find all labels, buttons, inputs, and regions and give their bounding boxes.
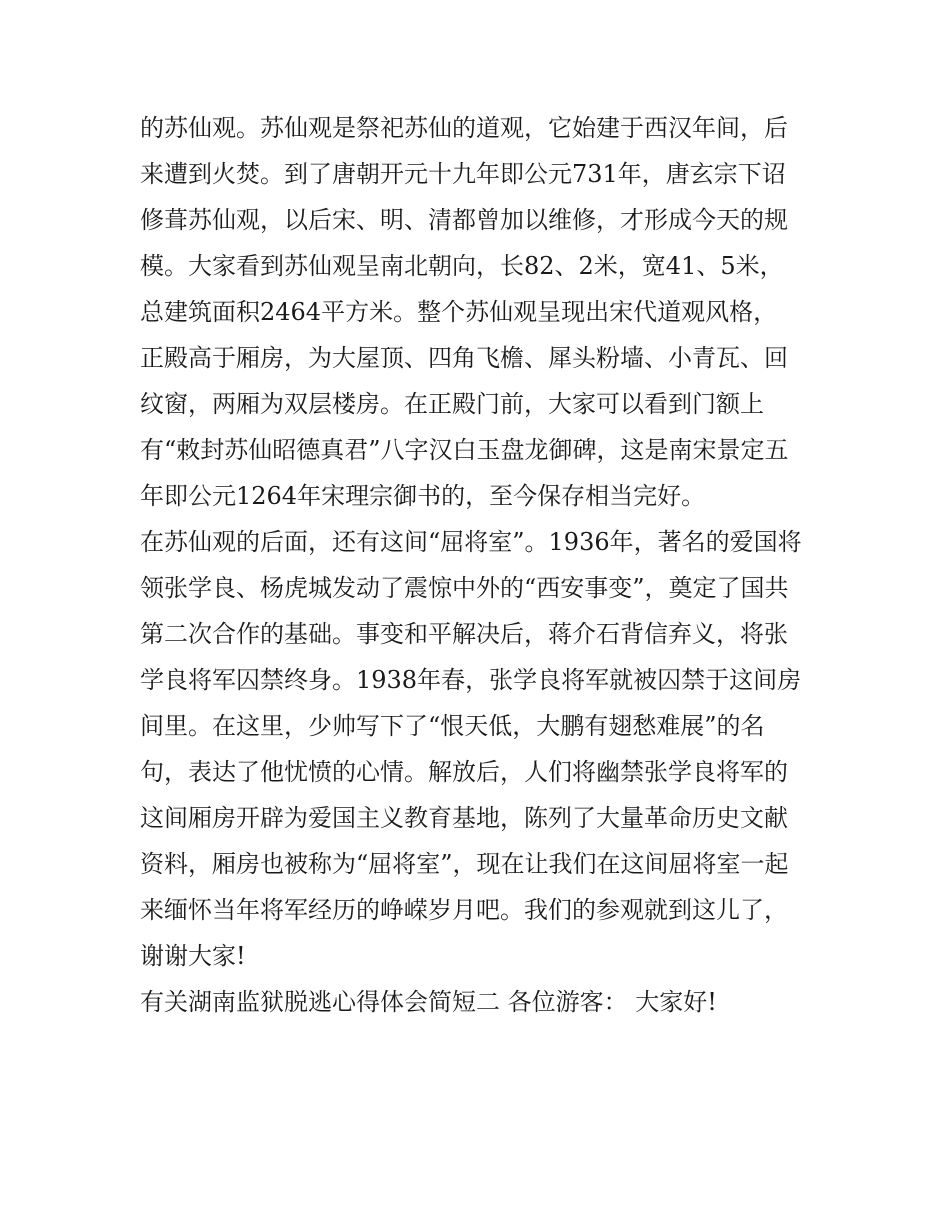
text-line: 学良将军囚禁终身。1938年春，张学良将军就被囚禁于这间房 [140, 666, 802, 694]
body-text [140, 105, 820, 1025]
text-line: 修葺苏仙观，以后宋、明、清都曾加以维修，才形成今天的规 [140, 206, 788, 234]
text-line: 谢谢大家! [140, 942, 246, 970]
text-line: 总建筑面积2464平方米。整个苏仙观呈现出宋代道观风格， [140, 298, 778, 326]
text-line: 来缅怀当年将军经历的峥嵘岁月吧。我们的参观就到这儿了， [140, 896, 788, 924]
text-line: 的苏仙观。苏仙观是祭祀苏仙的道观，它始建于西汉年间，后 [140, 114, 788, 142]
text-line: 领张学良、杨虎城发动了震惊中外的“西安事变”，奠定了国共 [140, 574, 789, 602]
text-line: 模。大家看到苏仙观呈南北朝向，长82、2米，宽41、5米， [140, 252, 784, 280]
text-line: 在苏仙观的后面，还有这间“屈将室”。1936年，著名的爱国将 [140, 528, 802, 556]
text-line: 第二次合作的基础。事变和平解决后，蒋介石背信弃义，将张 [140, 620, 788, 648]
text-line: 句，表达了他忧愤的心情。解放后，人们将幽禁张学良将军的 [140, 758, 788, 786]
text-line: 间里。在这里，少帅写下了“恨天低，大鹏有翅愁难展”的名 [140, 712, 765, 740]
text-line: 资料，厢房也被称为“屈将室”，现在让我们在这间屈将室一起 [140, 850, 789, 878]
text-line: 正殿高于厢房，为大屋顶、四角飞檐、犀头粉墙、小青瓦、回 [140, 344, 788, 372]
text-line: 年即公元1264年宋理宗御书的，至今保存相当完好。 [140, 482, 706, 510]
text-line: 这间厢房开辟为爱国主义教育基地，陈列了大量革命历史文献 [140, 804, 788, 832]
text-line: 来遭到火焚。到了唐朝开元十九年即公元731年，唐玄宗下诏 [140, 160, 786, 188]
section-heading-line: 有关湖南监狱脱逃心得体会简短二 各位游客： 大家好! [140, 988, 717, 1016]
text-line: 纹窗，两厢为双层楼房。在正殿门前，大家可以看到门额上 [140, 390, 764, 418]
text-line: 有“敕封苏仙昭德真君”八字汉白玉盘龙御碑，这是南宋景定五 [140, 436, 789, 464]
